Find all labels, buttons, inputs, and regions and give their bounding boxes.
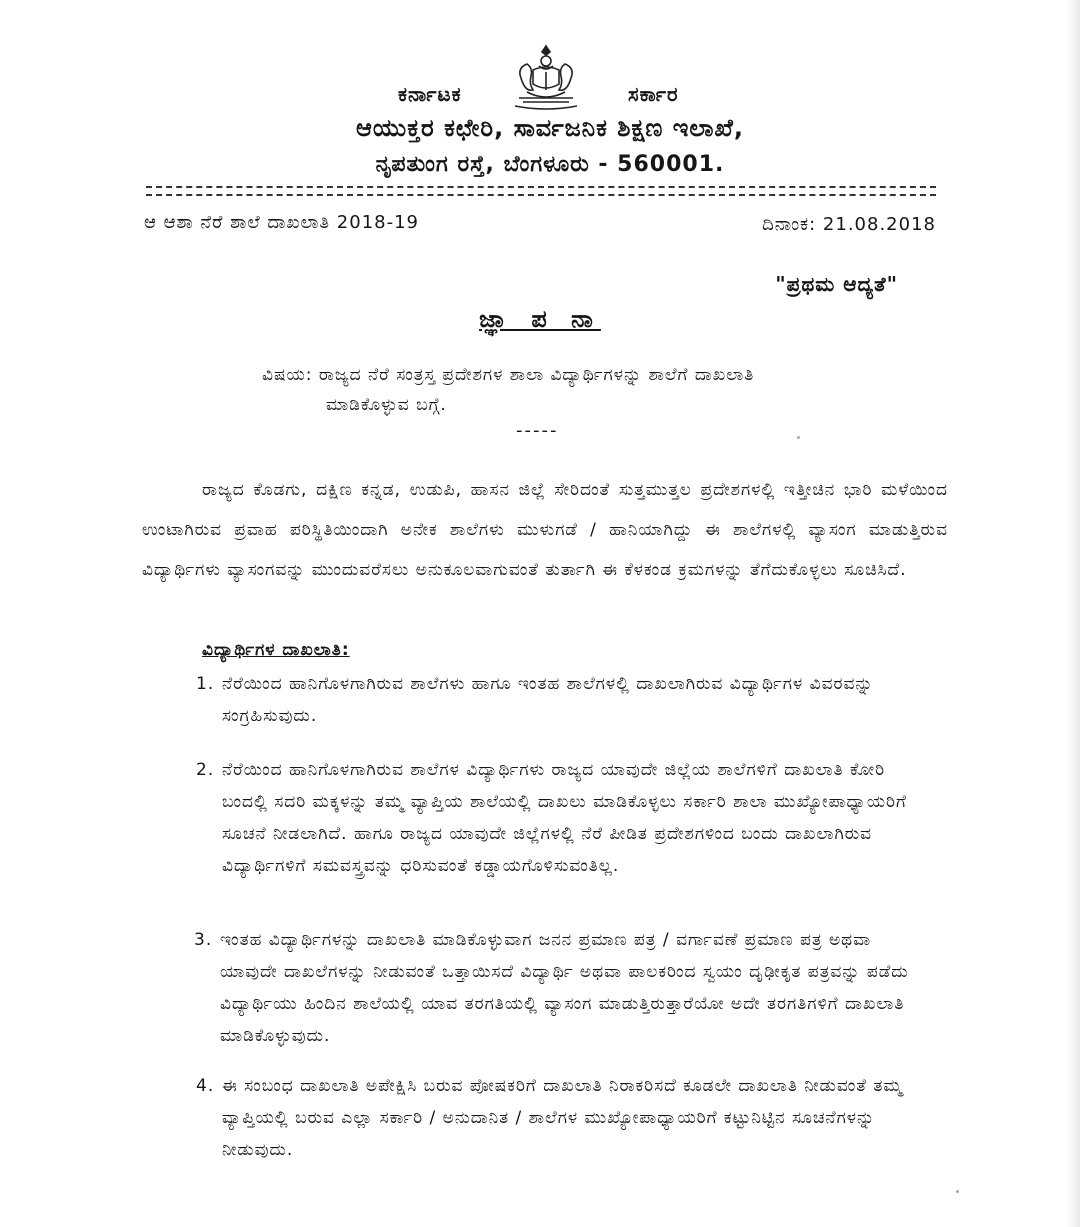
subject-line-1: ವಿಷಯ: ರಾಜ್ಯದ ನೆರೆ ಸಂತ್ರಸ್ತ ಪ್ರದೇಶಗಳ ಶಾಲಾ ವಿದ್ಯಾರ್ಥಿಗಳನ್ನು ಶಾಲೆಗೆ ದಾಖಲಾತಿ: [262, 365, 755, 385]
section-title: ವಿದ್ಯಾರ್ಥಿಗಳ ದಾಖಲಾತಿ:: [202, 640, 350, 660]
list-item: [194, 924, 934, 1052]
subject-line-2: ಮಾಡಿಕೊಳ್ಳುವ ಬಗ್ಗೆ.: [326, 395, 447, 415]
state-emblem-icon: [509, 42, 583, 112]
list-item: [196, 668, 896, 732]
list-item-number: 1.: [196, 674, 215, 694]
list-item: [196, 754, 936, 882]
list-item-number: 3.: [194, 930, 213, 950]
scan-speck: [956, 1190, 959, 1193]
list-item: [196, 1070, 916, 1166]
list-item-text: ಈ ಸಂಬಂಧ ದಾಖಲಾತಿ ಅಪೇಕ್ಷಿಸಿ ಬರುವ ಪೋಷಕರಿಗೆ ದಾಖಲಾತಿ ನಿರಾಕರಿಸದೆ ಕೂಡಲೇ ದಾಖಲಾತಿ ನೀಡುವಂತೆ ತಮ್ಮ ವ್ಯಾಪ್ತಿಯಲ್ಲಿ ಬರುವ ಎಲ್ಲಾ ಸರ್ಕಾರಿ / ಅನುದಾನಿತ / ಶಾಲೆಗಳ ಮುಖ್ಯೋಪಾಧ್ಯಾಯರಿಗೆ ಕಟ್ಟುನಿಟ್ಟಿನ ಸೂಚನೆಗಳನ್ನು ನೀಡುವುದು.: [222, 1076, 903, 1160]
office-address: ನೃಪತುಂಗ ರಸ್ತೆ, ಬೆಂಗಳೂರು - 560001.: [375, 152, 725, 177]
header-government: ಸರ್ಕಾರ: [628, 82, 679, 106]
list-item-number: 2.: [196, 760, 215, 780]
page-edge-shadow: [1066, 0, 1080, 1227]
memo-title: [440, 305, 640, 333]
list-item-text: ಇಂತಹ ವಿದ್ಯಾರ್ಥಿಗಳನ್ನು ದಾಖಲಾತಿ ಮಾಡಿಕೊಳ್ಳುವಾಗ ಜನನ ಪ್ರಮಾಣ ಪತ್ರ / ವರ್ಗಾವಣೆ ಪ್ರಮಾಣ ಪತ್ರ ಅಥವಾ ಯಾವುದೇ ದಾಖಲೆಗಳನ್ನು ನೀಡುವಂತೆ ಒತ್ತಾಯಿಸದೆ ವಿದ್ಯಾರ್ಥಿ ಅಥವಾ ಪಾಲಕರಿಂದ ಸ್ವಯಂ ದೃಢೀಕೃತ ಪತ್ರವನ್ನು ಪಡೆದು ವಿದ್ಯಾರ್ಥಿಯು ಹಿಂದಿನ ಶಾಲೆಯಲ್ಲಿ ಯಾವ ತರಗತಿಯಲ್ಲಿ ವ್ಯಾಸಂಗ ಮಾಡುತ್ತಿರುತ್ತಾರೆಯೋ ಅದೇ ತರಗತಿಗಳಿಗೆ ದಾಖಲಾತಿ ಮಾಡಿಕೊಳ್ಳುವುದು.: [220, 930, 909, 1046]
list-item-text: ನೆರೆಯಿಂದ ಹಾನಿಗೊಳಗಾಗಿರುವ ಶಾಲೆಗಳ ವಿದ್ಯಾರ್ಥಿಗಳು ರಾಜ್ಯದ ಯಾವುದೇ ಜಿಲ್ಲೆಯ ಶಾಲೆಗಳಿಗೆ ದಾಖಲಾತಿ ಕೋರಿ ಬಂದಲ್ಲಿ ಸದರಿ ಮಕ್ಕಳನ್ನು ತಮ್ಮ ವ್ಯಾಪ್ತಿಯ ಶಾಲೆಯಲ್ಲಿ ದಾಖಲು ಮಾಡಿಕೊಳ್ಳಲು ಸರ್ಕಾರಿ ಶಾಲಾ ಮುಖ್ಯೋಪಾಧ್ಯಾಯರಿಗೆ ಸೂಚನೆ ನೀಡಲಾಗಿದೆ. ಹಾಗೂ ರಾಜ್ಯದ ಯಾವುದೇ ಜಿಲ್ಲೆಗಳಲ್ಲಿ ನೆರೆ ಪೀಡಿತ ಪ್ರದೇಶಗಳಿಂದ ಬಂದು ದಾಖಲಾಗಿರುವ ವಿದ್ಯಾರ್ಥಿಗಳಿಗೆ ಸಮವಸ್ತ್ರವನ್ನು ಧರಿಸುವಂತೆ ಕಡ್ಡಾಯಗೊಳಿಸುವಂತಿಲ್ಲ.: [222, 760, 907, 876]
scan-speck: [797, 436, 800, 439]
header-state: ಕರ್ನಾಟಕ: [398, 82, 462, 106]
body-paragraph-text: ರಾಜ್ಯದ ಕೊಡಗು, ದಕ್ಷಿಣ ಕನ್ನಡ, ಉಡುಪಿ, ಹಾಸನ ಜಿಲ್ಲೆ ಸೇರಿದಂತೆ ಸುತ್ತಮುತ್ತಲ ಪ್ರದೇಶಗಳಲ್ಲಿ ಇತ್ತೀಚಿನ ಭಾರಿ ಮಳೆಯಿಂದ ಉಂಟಾಗಿರುವ ಪ್ರವಾಹ ಪರಿಸ್ಥಿತಿಯಿಂದಾಗಿ ಅನೇಕ ಶಾಲೆಗಳು ಮುಳುಗಡೆ / ಹಾನಿಯಾಗಿದ್ದು ಈ ಶಾಲೆಗಳಲ್ಲಿ ವ್ಯಾಸಂಗ ಮಾಡುತ್ತಿರುವ ವಿದ್ಯಾರ್ಥಿಗಳು ವ್ಯಾಸಂಗವನ್ನು ಮುಂದುವರೆಸಲು ಅನುಕೂಲವಾಗುವಂತೆ ತುರ್ತಾಗಿ ಈ ಕೆಳಕಂಡ ಕ್ರಮಗಳನ್ನು ತೆಗೆದುಕೊಳ್ಳಲು ಸೂಚಿಸಿದೆ.: [142, 480, 948, 580]
memo-title-text: ಜ್ಞಾ ಪ ನಾ: [479, 305, 601, 333]
office-name: ಆಯುಕ್ತರ ಕಛೇರಿ, ಸಾರ್ವಜನಿಕ ಶಿಕ್ಷಣ ಇಲಾಖೆ,: [356, 114, 744, 142]
list-item-number: 4.: [196, 1076, 215, 1096]
priority-label: "ಪ್ರಥಮ ಆದ್ಯತೆ": [775, 272, 898, 296]
reference-number: ಆ ಆಶಾ ನೆರೆ ಶಾಲೆ ದಾಖಲಾತಿ 2018-19: [144, 212, 420, 233]
subject-separator: -----: [516, 420, 559, 441]
header-divider: [146, 186, 936, 188]
list-item-text: ನೆರೆಯಿಂದ ಹಾನಿಗೊಳಗಾಗಿರುವ ಶಾಲೆಗಳು ಹಾಗೂ ಇಂತಹ ಶಾಲೆಗಳಲ್ಲಿ ದಾಖಲಾಗಿರುವ ವಿದ್ಯಾರ್ಥಿಗಳ ವಿವರವನ್ನು ಸಂಗ್ರಹಿಸುವುದು.: [222, 674, 874, 726]
body-paragraph: [142, 470, 948, 590]
subject-block: [262, 360, 902, 420]
header-divider-second: [146, 194, 936, 196]
document-date: ದಿನಾಂಕ: 21.08.2018: [762, 214, 936, 235]
